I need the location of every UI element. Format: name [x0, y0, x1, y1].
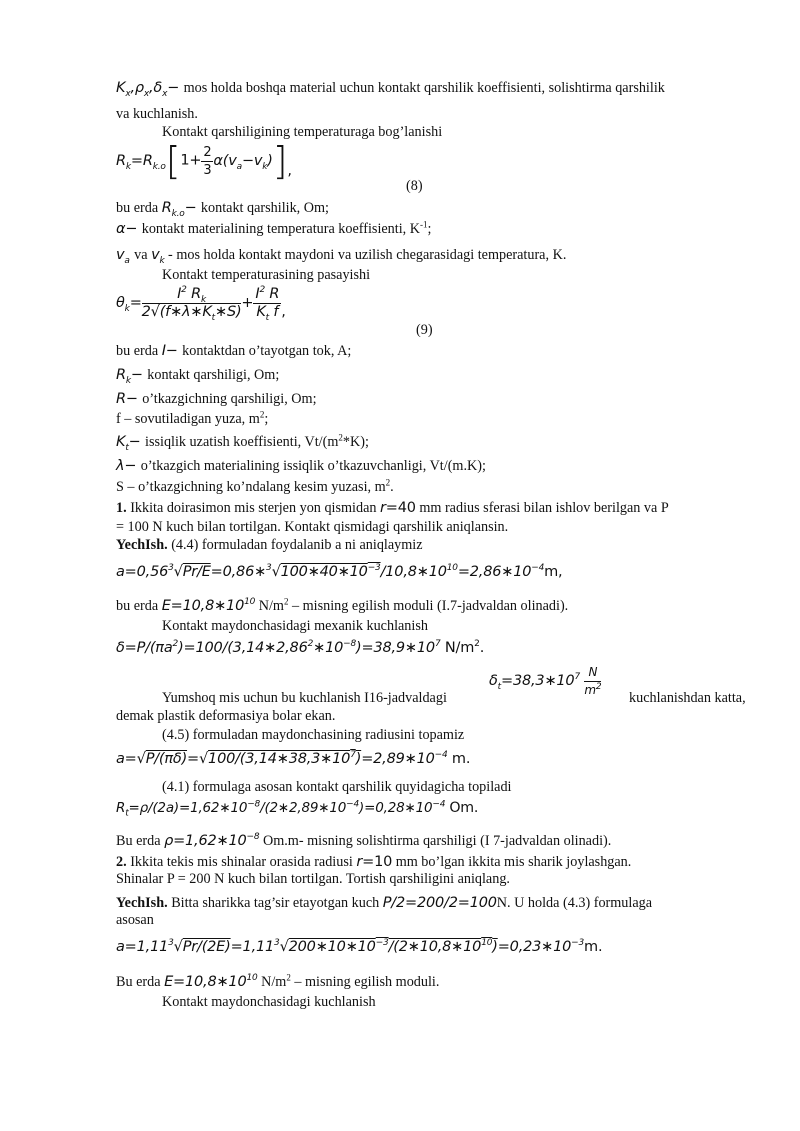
equation-a-second: $a=1,11^3√Pr/(2E)=1,11^3√200∗10∗10^{-3}/(2∗10,8∗10^{10})=0,23∗10^{-3}m$. [116, 938, 603, 955]
line-soft-copper-end: kuchlanishdan katta, [629, 690, 746, 706]
formula-kx-px-dx: $K_x,\rho_x,\delta_x-$ [116, 80, 184, 99]
line-continuation: va kuchlanish. [116, 106, 198, 122]
line-alpha-definition: α− kontakt materialining temperatura koeffisienti, $K^{-1}$; [116, 219, 432, 237]
heading-contact-temperature: Kontakt temperaturasining pasayishi [162, 267, 371, 283]
heading-contact-resistance: (4.1) formulaga asosan kontakt qarshilik quyidagicha topiladi [162, 779, 512, 795]
equation-a-radius: $a=√P/(\pi\delta)=√100/(3,14∗38,3∗10^7)=2,89∗10^{-4}$ m. [116, 750, 471, 767]
equation-a-calculation: $a=0,56^3√Pr/E=0,86∗^3√100∗40∗10^{-3}/10,8∗10^{10}=2,86∗10^{-4}m$, [116, 563, 563, 580]
line-lambda-definition: λ− o’tkazgich materialining issiqlik o’tkazuvchanligi, Vt/(m.K); [116, 458, 486, 474]
formula-delta-t: $\delta_t=38,3∗10^7$ $\frac{N}{m^2}$ [489, 665, 602, 697]
solution-2-heading: YechIsh. Bitta sharikka tag’sir etayotgan kuch P/2=200/2=100N. U holda (4.3) formulaga asosan [116, 895, 653, 928]
formula-rho: $\rho=1,62∗10^{-8}$ [164, 832, 260, 849]
formula-e: $E=10,8∗10^{10}$ [161, 597, 256, 614]
equation-delta-calculation: $\delta=P/(\pi a^2)=100/(3,14∗2,86^2∗10^{-8})=38,9∗10^7$ $N/m^2$. [116, 639, 485, 656]
problem-1-line-1: 1. Ikkita doirasimon mis sterjen yon qismidan r=40 mm radius sferasi bilan ishlov berilgan va P [116, 500, 669, 516]
formula-va: $v_a$ [116, 247, 130, 266]
formula-lambda: λ− [116, 458, 141, 474]
line-f-definition: f – sovutiladigan yuza, $m^2$; [116, 409, 269, 427]
formula-rko: $R_{k.o}-$ [161, 200, 201, 219]
equation-8: $R_k=R_{k.o}[1+$ $\frac{2}{3}$ $\alpha(v_a-v_k)$], [116, 139, 292, 183]
formula-vk: $v_k$ [151, 247, 165, 266]
formula-r: R− [116, 391, 143, 407]
line-rho-definition: Bu erda $\rho=1,62∗10^{-8}$ Om.m- misning solishtirma qarshiligi (I 7-jadvaldan olinadi). [116, 832, 612, 849]
formula-p-half: P/2=200/2=100 [382, 895, 497, 911]
heading-mechanical-stress: Kontakt maydonchasidagi mexanik kuchlanish [162, 618, 428, 634]
formula-i: I− [161, 343, 183, 359]
line-material-coefficients: $K_x,\rho_x,\delta_x-$ mos holda boshqa material uchun kontakt qarshilik koeffisienti, solishtirma qarshilik [116, 80, 665, 99]
solution-1-heading: YechIsh. (4.4) formuladan foydalanib a ni aniqlaymiz [116, 537, 423, 553]
line-i-definition: bu erda I− kontaktdan o’tayotgan tok, A; [116, 343, 352, 359]
heading-contact-stress: Kontakt maydonchasidagi kuchlanish [162, 994, 376, 1010]
formula-alpha: α− [116, 221, 142, 237]
heading-radius: (4.5) formuladan maydonchasining radiusini topamiz [162, 727, 465, 743]
line-s-definition: S – o’tkazgichning ko’ndalang kesim yuzasi, $m^2$. [116, 477, 394, 495]
formula-rk: $R_k-$ [116, 367, 148, 386]
formula-r-10: r=10 [356, 854, 393, 870]
equation-9: $\theta_k=$ $\frac{I^2 R_k}{2√(f∗\lambda∗K_t∗S)}$ + $\frac{I^2 R}{K_t f}$ , [116, 285, 286, 323]
line-e-modulus: bu erda $E=10,8∗10^{10}$ $N/m^2$ – misning egilish moduli (I.7-jadvaldan olinadi). [116, 596, 569, 614]
line-kt-definition: $K_t-$ issiqlik uzatish koeffisienti, $Vt/(m^2*K)$; [116, 432, 369, 453]
line-r-definition: R− o’tkazgichning qarshiligi, Om; [116, 391, 317, 407]
equation-9-number: (9) [416, 322, 433, 338]
line-rko-definition: bu erda $R_{k.o}-$ kontakt qarshilik, Om; [116, 200, 329, 219]
problem-2: 2. Ikkita tekis mis shinalar orasida radiusi r=10 mm bo’lgan ikkita mis sharik joylashgan. Shinalar P = 200 N kuch bilan tortilgan. Tortish qarshiligini aniqlang. [116, 854, 632, 887]
formula-r-40: r=40 [380, 500, 416, 516]
line-plastic-deformation: demak plastik deformasiya bolar ekan. [116, 708, 336, 724]
formula-e-2: $E=10,8∗10^{10}$ [164, 973, 258, 990]
equation-8-number: (8) [406, 178, 423, 194]
problem-1-line-2: = 100 N kuch bilan tortilgan. Kontakt qismidagi qarshilik aniqlansin. [116, 519, 509, 535]
heading-temperature-dependence: Kontakt qarshiligining temperaturaga bog’lanishi [162, 124, 443, 140]
equation-rt: $R_t=\rho/(2a)=1,62∗10^{-8}/(2∗2,89∗10^{-4})=0,28∗10^{-4}$ Om. [116, 799, 479, 819]
formula-kt: $K_t-$ [116, 434, 146, 453]
line-va-vk-definition: $v_a$ va $v_k$ - mos holda kontakt maydoni va uzilish chegarasidagi temperatura, K. [116, 247, 567, 266]
line-rk-definition: $R_k-$ kontakt qarshiligi, Om; [116, 367, 280, 386]
line-soft-copper: Yumshoq mis uchun bu kuchlanish I16-jadvaldagi [162, 690, 447, 706]
line-e-modulus-2: Bu erda $E=10,8∗10^{10}$ $N/m^2$ – misning egilish moduli. [116, 972, 440, 990]
